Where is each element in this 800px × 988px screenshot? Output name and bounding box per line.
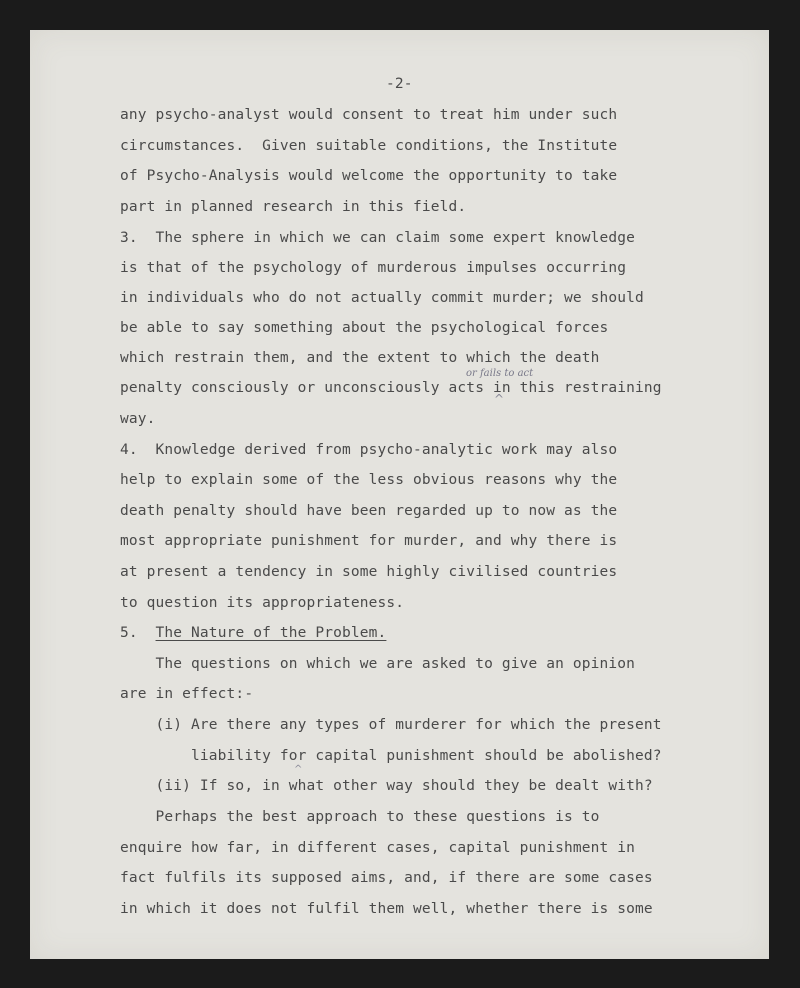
text-line: 4. Knowledge derived from psycho-analytic work may also [120,442,618,458]
text-line: of Psycho-Analysis would welcome the opportunity to take [120,168,618,184]
text-line: which restrain them, and the extent to which the death [120,350,600,366]
text-line: circumstances. Given suitable conditions, the Institute [120,138,618,154]
insertion-caret: ^ [494,392,505,406]
text-line: part in planned research in this field. [120,199,467,215]
text-line: fact fulfils its supposed aims, and, if there are some cases [120,870,653,886]
text-line: most appropriate punishment for murder, and why there is [120,533,618,549]
text-line: Perhaps the best approach to these questions is to [120,809,600,825]
text-line: penalty consciously or unconsciously acts in this restraining [120,380,662,396]
text-line: The questions on which we are asked to give an opinion [120,656,636,672]
text-line: any psycho-analyst would consent to treat him under such [120,107,618,123]
text-line: enquire how far, in different cases, capital punishment in [120,840,636,856]
text-line: help to explain some of the less obvious reasons why the [120,472,618,488]
text-line: (ii) If so, in what other way should they be dealt with? [120,778,653,794]
text-line: in which it does not fulfil them well, whether there is some [120,901,653,917]
text-line: is that of the psychology of murderous impulses occurring [120,260,627,276]
text-line: death penalty should have been regarded up to now as the [120,503,618,519]
text-line: liability for capital punishment should be abolished? [120,748,662,764]
page-number: -2- [386,76,413,92]
text-line: are in effect:- [120,686,254,702]
text-line: at present a tendency in some highly civilised countries [120,564,618,580]
insertion-caret: ^ [294,764,303,775]
text-line: to question its appropriateness. [120,595,405,611]
document-page [30,30,769,959]
section-heading-line [120,625,386,641]
text-line: way. [120,411,156,427]
text-line: in individuals who do not actually commit murder; we should [120,290,644,306]
section-number: 5. [120,625,156,641]
handwritten-insertion: or fails to act [466,368,534,379]
text-line: 3. The sphere in which we can claim some expert knowledge [120,230,636,246]
text-line: be able to say something about the psychological forces [120,320,609,336]
text-line: (i) Are there any types of murderer for which the present [120,717,662,733]
section-heading: The Nature of the Problem. [155,625,387,641]
